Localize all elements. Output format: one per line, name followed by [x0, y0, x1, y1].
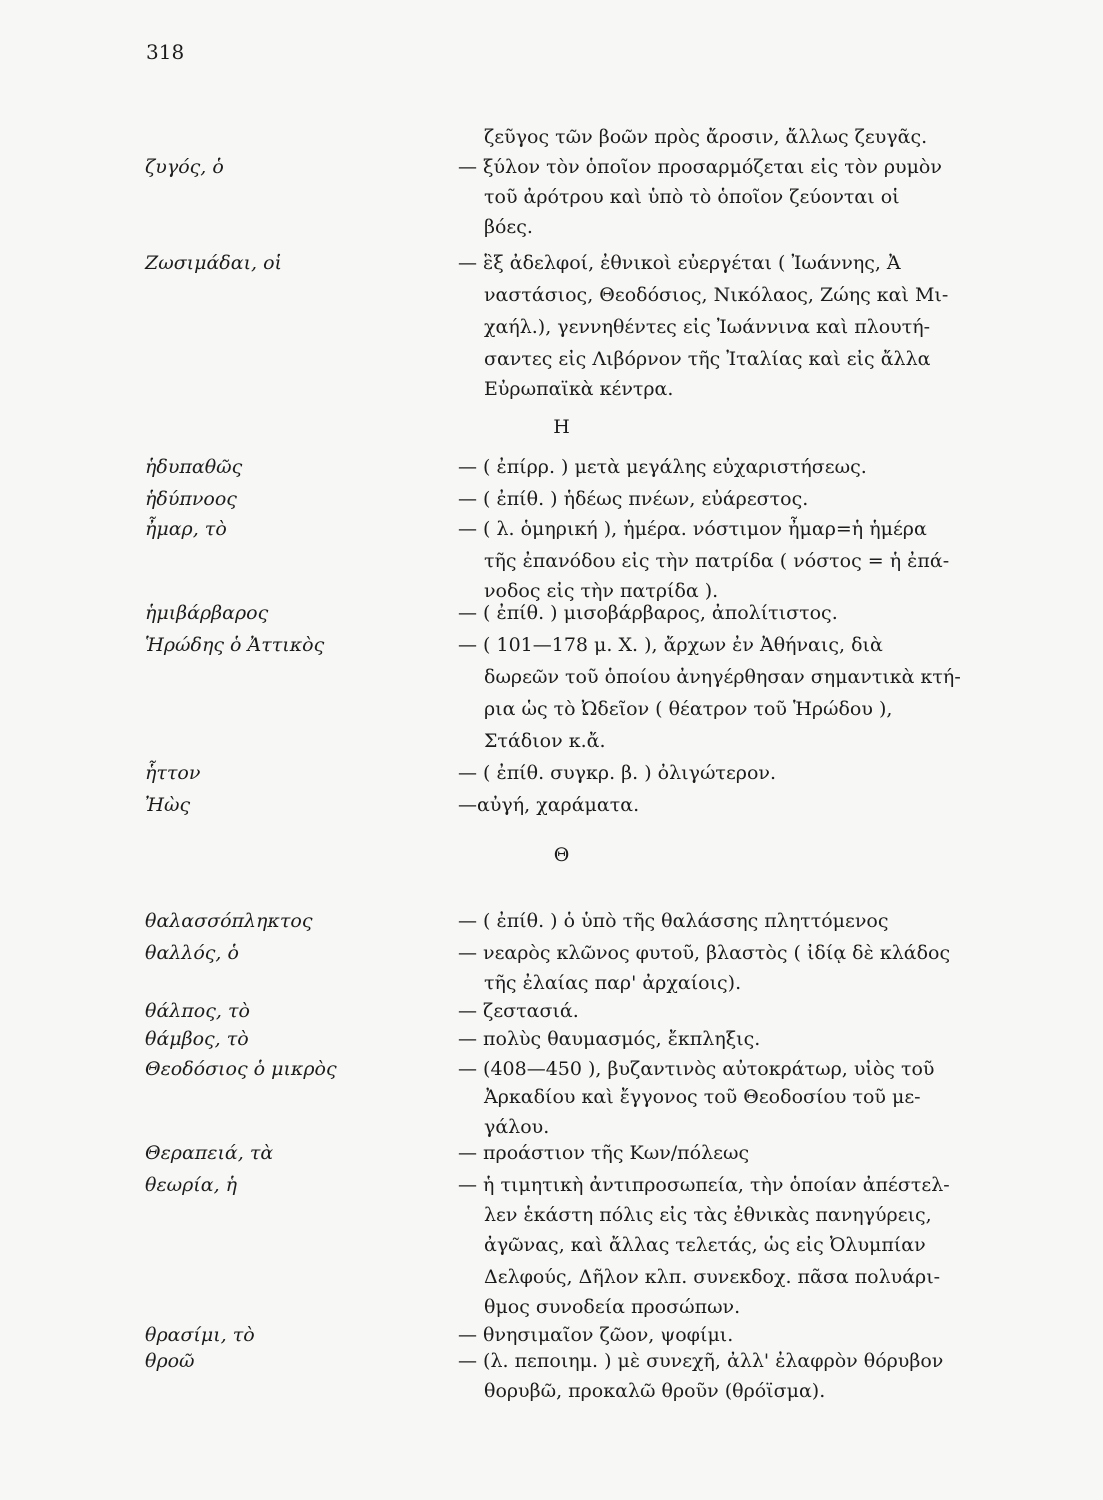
entry-definition: — ξύλον τὸν ὁποῖον προσαρμόζεται εἰς τὸν ρυμὸν	[458, 156, 942, 178]
entry-definition: βόες.	[484, 216, 533, 238]
entry-definition: — ( ἐπίθ. συγκρ. β. ) ὀλιγώτερον.	[458, 762, 776, 784]
entry-definition: Ἀρκαδίου καὶ ἔγγονος τοῦ Θεοδοσίου τοῦ με-	[484, 1086, 921, 1108]
glossary-line	[0, 452, 1103, 482]
entry-term: ἡδυπαθῶς	[145, 456, 243, 478]
section-letter-heading: Η	[553, 416, 570, 438]
entry-definition: — ( ἐπίθ. ) ὁ ὑπὸ τῆς θαλάσσης πληττόμενος	[458, 910, 889, 932]
glossary-line	[0, 1292, 1103, 1322]
glossary-line	[0, 484, 1103, 514]
glossary-line	[0, 1262, 1103, 1292]
entry-term: ἧττον	[145, 762, 201, 784]
entry-term: Θεραπειά, τὰ	[145, 1142, 274, 1164]
entry-definition: ναστάσιος, Θεοδόσιος, Νικόλαος, Ζώης καὶ Μι-	[484, 284, 949, 306]
glossary-line	[0, 1170, 1103, 1200]
entry-definition: θορυβῶ, προκαλῶ θροῦν (θρόϊσμα).	[484, 1380, 826, 1402]
glossary-line	[0, 1230, 1103, 1260]
entry-term: Ἡρώδης ὁ Ἀττικὸς	[145, 634, 325, 656]
glossary-line	[0, 662, 1103, 692]
glossary-line	[0, 1376, 1103, 1406]
entry-term: θεωρία, ἡ	[145, 1174, 238, 1196]
entry-definition: — θνησιμαῖον ζῶον, ψοφίμι.	[458, 1324, 734, 1346]
entry-definition: τοῦ ἀρότρου καὶ ὑπὸ τὸ ὁποῖον ζεύονται οἱ	[484, 186, 900, 208]
entry-definition: χαήλ.), γεννηθέντες εἰς Ἰωάννινα καὶ πλουτή-	[484, 316, 931, 338]
glossary-line	[0, 374, 1103, 404]
glossary-line	[0, 726, 1103, 756]
glossary-line	[0, 1138, 1103, 1168]
entry-definition: — ( ἐπίθ. ) ἡδέως πνέων, εὐάρεστος.	[458, 488, 809, 510]
entry-term: ἡδύπνοος	[145, 488, 237, 510]
entry-definition: — (408—450 ), βυζαντινὸς αὐτοκράτωρ, υἱὸς τοῦ	[458, 1058, 935, 1080]
glossary-line	[0, 1054, 1103, 1084]
glossary-line	[0, 758, 1103, 788]
entry-definition: — ἡ τιμητικὴ ἀντιπροσωπεία, τὴν ὁποίαν ἀπέστελ-	[458, 1174, 950, 1196]
entry-definition: — προάστιον τῆς Κων/πόλεως	[458, 1142, 750, 1164]
glossary-line	[0, 598, 1103, 628]
entry-definition: — ( ἐπίθ. ) μισοβάρβαρος, ἀπολίτιστος.	[458, 602, 838, 624]
glossary-line	[0, 938, 1103, 968]
glossary-line	[0, 906, 1103, 936]
glossary-line	[0, 212, 1103, 242]
entry-term: θάμβος, τὸ	[145, 1028, 249, 1050]
entry-term: ἡμιβάρβαρος	[145, 602, 269, 624]
section-letter-heading: Θ	[553, 844, 570, 866]
entry-definition: — ( λ. ὁμηρική ), ἡμέρα. νόστιμον ἦμαρ=ἡ ἡμέρα	[458, 518, 927, 540]
entry-definition: θμος συνοδεία προσώπων.	[484, 1296, 741, 1318]
entry-definition: ζεῦγος τῶν βοῶν πρὸς ἄροσιν, ἄλλως ζευγᾶς.	[484, 126, 928, 148]
entry-term: θαλασσόπληκτος	[145, 910, 313, 932]
glossary-line	[0, 630, 1103, 660]
entry-definition: δωρεῶν τοῦ ὁποίου ἀνηγέρθησαν σημαντικὰ κτή-	[484, 666, 961, 688]
glossary-line	[0, 182, 1103, 212]
entry-definition: τῆς ἐπανόδου εἰς τὴν πατρίδα ( νόστος = ἡ ἐπά-	[484, 550, 950, 572]
glossary-line	[0, 968, 1103, 998]
entry-definition: — νεαρὸς κλῶνος φυτοῦ, βλαστὸς ( ἰδίᾳ δὲ κλάδος	[458, 942, 951, 964]
entry-definition: τῆς ἐλαίας παρ' ἀρχαίοις).	[484, 972, 742, 994]
entry-term: ἦμαρ, τὸ	[145, 518, 227, 540]
entry-term: Ζωσιμάδαι, οἱ	[145, 252, 282, 274]
glossary-line	[0, 152, 1103, 182]
entry-definition: — ἓξ ἀδελφοί, ἐθνικοὶ εὐεργέται ( Ἰωάννης, Ἀ	[458, 252, 901, 274]
entry-definition: γάλου.	[484, 1116, 550, 1138]
entry-definition: Στάδιον κ.ἄ.	[484, 730, 606, 752]
glossary-line	[0, 694, 1103, 724]
entry-term: θαλλός, ὁ	[145, 942, 239, 964]
entry-definition: — ζεστασιά.	[458, 1000, 579, 1022]
entry-term: Ἠὼς	[145, 794, 191, 816]
entry-definition: ἀγῶνας, καὶ ἄλλας τελετάς, ὡς εἰς Ὀλυμπίαν	[484, 1234, 926, 1256]
page-number: 318	[146, 40, 185, 64]
entry-definition: λεν ἑκάστη πόλις εἰς τὰς ἐθνικὰς πανηγύρεις,	[484, 1204, 932, 1226]
entry-definition: — πολὺς θαυμασμός, ἔκπληξις.	[458, 1028, 761, 1050]
entry-definition: Εὐρωπαϊκὰ κέντρα.	[484, 378, 674, 400]
glossary-line	[0, 996, 1103, 1026]
glossary-line	[0, 122, 1103, 152]
glossary-line	[0, 790, 1103, 820]
glossary-line	[0, 546, 1103, 576]
entry-definition: — (λ. πεποιημ. ) μὲ συνεχῆ, ἀλλ' ἐλαφρὸν θόρυβον	[458, 1350, 944, 1372]
entry-term: ζυγός, ὁ	[145, 156, 224, 178]
glossary-line	[0, 514, 1103, 544]
glossary-line	[0, 1200, 1103, 1230]
glossary-line	[0, 1346, 1103, 1376]
entry-definition: Δελφούς, Δῆλον κλπ. συνεκδοχ. πᾶσα πολυάρι-	[484, 1266, 941, 1288]
entry-term: θροῶ	[145, 1350, 195, 1372]
entry-definition: — ( 101—178 μ. Χ. ), ἄρχων ἐν Ἀθήναις, διὰ	[458, 634, 883, 656]
glossary-line	[0, 312, 1103, 342]
glossary-line	[0, 344, 1103, 374]
glossary-line	[0, 1082, 1103, 1112]
entry-definition: σαντες εἰς Λιβόρνον τῆς Ἰταλίας καὶ εἰς ἄλλα	[484, 348, 931, 370]
entry-definition: — ( ἐπίρρ. ) μετὰ μεγάλης εὐχαριστήσεως.	[458, 456, 867, 478]
glossary-line	[0, 280, 1103, 310]
entry-definition: ρια ὡς τὸ Ὠδεῖον ( θέατρον τοῦ Ἡρώδου ),	[484, 698, 893, 720]
entry-definition: —αὐγή, χαράματα.	[458, 794, 640, 816]
entry-definition: νοδος εἰς τὴν πατρίδα ).	[484, 580, 719, 602]
glossary-line	[0, 1024, 1103, 1054]
entry-term: Θεοδόσιος ὁ μικρὸς	[145, 1058, 337, 1080]
entry-term: θρασίμι, τὸ	[145, 1324, 255, 1346]
glossary-line	[0, 248, 1103, 278]
entry-term: θάλπος, τὸ	[145, 1000, 250, 1022]
